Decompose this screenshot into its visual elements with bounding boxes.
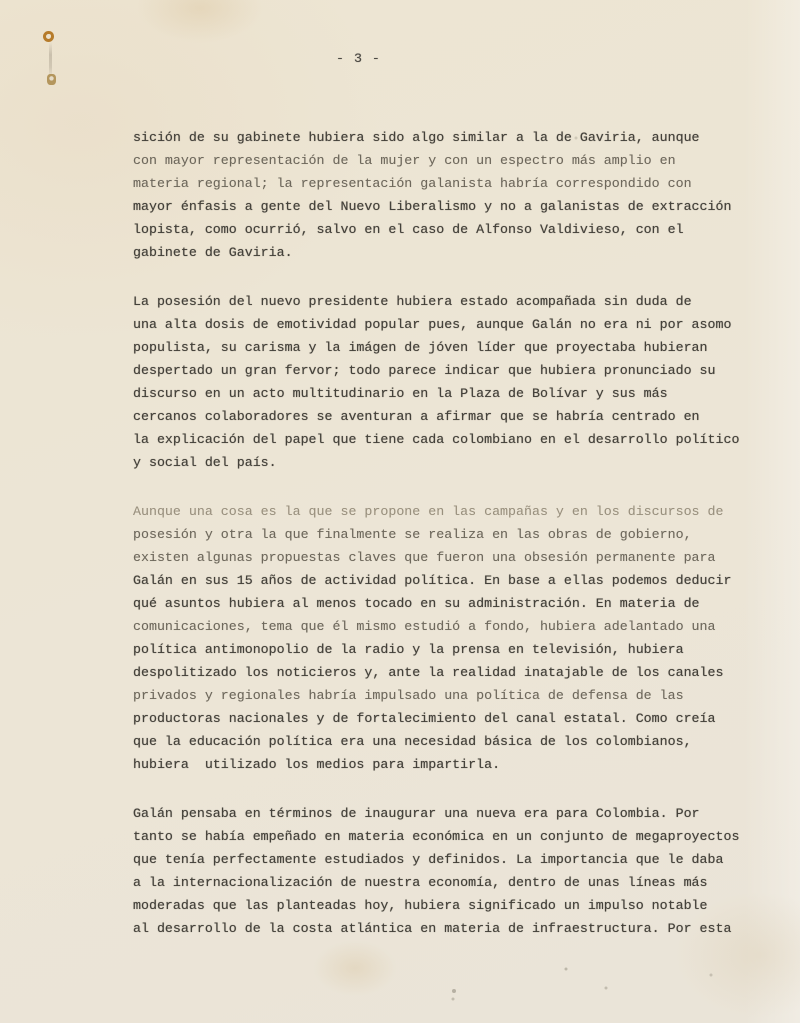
text-line: Galán en sus 15 años de actividad política. En base a ellas podemos deducir [133, 573, 732, 588]
text-line: cercanos colaboradores se aventuran a afirmar que se habría centrado en [133, 409, 700, 424]
paragraph [133, 290, 778, 474]
paragraph [133, 126, 778, 264]
text-line: La posesión del nuevo presidente hubiera estado acompañada sin duda de [133, 294, 692, 309]
text-line: productoras nacionales y de fortalecimiento del canal estatal. Como creía [133, 711, 716, 726]
text-line: y social del país. [133, 455, 277, 470]
text-line: discurso en un acto multitudinario en la Plaza de Bolívar y sus más [133, 386, 668, 401]
text-line: que tenía perfectamente estudiados y definidos. La importancia que le daba [133, 852, 724, 867]
text-line: a la internacionalización de nuestra economía, dentro de unas líneas más [133, 875, 708, 890]
text-line: posesión y otra la que finalmente se realiza en las obras de gobierno, [133, 527, 692, 542]
text-line: política antimonopolio de la radio y la prensa en televisión, hubiera [133, 642, 684, 657]
text-line: materia regional; la representación galanista habría correspondido con [133, 176, 692, 191]
text-line: al desarrollo de la costa atlántica en materia de infraestructura. Por esta [133, 921, 732, 936]
text-body [133, 126, 778, 966]
text-line: mayor énfasis a gente del Nuevo Liberalismo y no a galanistas de extracción [133, 199, 732, 214]
text-line: tanto se había empeñado en materia económica en un conjunto de megaproyectos [133, 829, 740, 844]
text-line: con mayor representación de la mujer y con un espectro más amplio en [133, 153, 676, 168]
text-line: que la educación política era una necesidad básica de los colombianos, [133, 734, 692, 749]
text-line: qué asuntos hubiera al menos tocado en su administración. En materia de [133, 596, 700, 611]
text-line: Galán pensaba en términos de inaugurar una nueva era para Colombia. Por [133, 806, 700, 821]
text-line: despolitizado los noticieros y, ante la realidad inatajable de los canales [133, 665, 724, 680]
text-line: populista, su carisma y la imágen de jóven líder que proyectaba hubieran [133, 340, 708, 355]
text-line: lopista, como ocurrió, salvo en el caso de Alfonso Valdivieso, con el [133, 222, 684, 237]
text-line: la explicación del papel que tiene cada colombiano en el desarrollo político [133, 432, 740, 447]
text-line: despertado un gran fervor; todo parece indicar que hubiera pronunciado su [133, 363, 716, 378]
paragraph [133, 500, 778, 776]
text-line: gabinete de Gaviria. [133, 245, 293, 260]
rust-stain-ring [43, 31, 54, 42]
text-line: comunicaciones, tema que él mismo estudió a fondo, hubiera adelantado una [133, 619, 716, 634]
text-line: una alta dosis de emotividad popular pues, aunque Galán no era ni por asomo [133, 317, 732, 332]
paragraph [133, 802, 778, 940]
rust-stain-dot [47, 74, 56, 85]
text-line: sición de su gabinete hubiera sido algo similar a la de Gaviria, aunque [133, 130, 700, 145]
page-number: - 3 - [336, 51, 381, 66]
text-line: existen algunas propuestas claves que fueron una obsesión permanente para [133, 550, 716, 565]
text-line: hubiera utilizado los medios para impartirla. [133, 757, 501, 772]
rust-smudge [49, 42, 52, 78]
scan-speckles [0, 0, 2, 2]
text-line: moderadas que las planteadas hoy, hubiera significado un impulso notable [133, 898, 708, 913]
text-line: privados y regionales habría impulsado una política de defensa de las [133, 688, 684, 703]
text-line: Aunque una cosa es la que se propone en las campañas y en los discursos de [133, 504, 724, 519]
